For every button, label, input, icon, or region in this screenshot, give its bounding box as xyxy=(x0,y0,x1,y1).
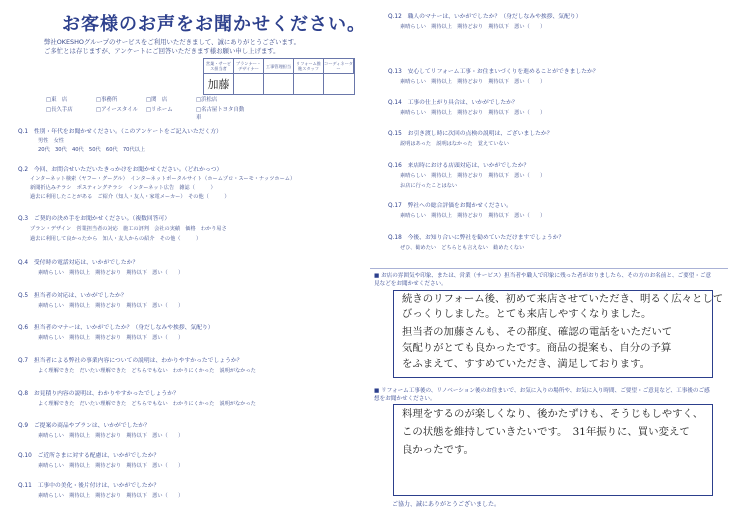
intro-text xyxy=(44,38,364,56)
staff-cell xyxy=(324,73,354,94)
comment2-question: ■ リフォーム工事後の、リノベーション後のお住まいで、お気に入りの場所や、お気に入り時間、ご要望・ご意見など、工事後のご感想をお聞かせください。 xyxy=(374,388,710,402)
question-7: Q.7 担当者による弊社の事業内容についての説明は、わかりやすかったでしょうか？ xyxy=(18,358,243,364)
question-9: Q.9 ご提案の商品やプランは、いかがでしたか？ xyxy=(18,423,150,429)
question-2: Q.2 今回、お問合せいただいたきっかけをお聞かせください。（どれかっつ） xyxy=(18,167,223,173)
answer-line: 素晴らしい 期待以上 期待どおり 期待以下 悪い（ ） xyxy=(38,433,184,439)
section-divider xyxy=(370,268,728,269)
staff-cell xyxy=(294,73,324,94)
answer-line: 新聞折込みチラシ ポスティングチラシ インターネット広告 雑誌（ ） xyxy=(30,185,216,191)
question-10: Q.10 ご近所さまに対する配慮は、いかがでしたか？ xyxy=(18,453,160,459)
store-options xyxy=(46,95,246,121)
question-5: Q.5 担当者の対応は、いかがでしたか？ xyxy=(18,293,127,299)
answer-line: お店に行ったことはない xyxy=(400,183,458,189)
question-13: Q.13 安心してリフォーム工事・お住まいづくりを進めることができましたか？ xyxy=(388,69,599,75)
staff-header: リフォーム推進スタッフ xyxy=(294,59,324,73)
answer-line: よく理解できた だいたい理解できた どちらでもない わかりにくかった 説明がなかった xyxy=(38,401,256,407)
answer-line: よく理解できた だいたい理解できた どちらでもない わかりにくかった 説明がなかった xyxy=(38,368,256,374)
store-option[interactable]: □ 事務所 xyxy=(96,95,146,103)
store-option[interactable]: □ 関 店 xyxy=(146,95,196,103)
question-16: Q.16 来店時における店頭対応は、いかがでしたか？ xyxy=(388,163,530,169)
comment1-line: びっくりしました。とても来店しやすくなりました。 xyxy=(402,308,652,320)
answer-line: 20代 30代 40代 50代 60代 70代以上 xyxy=(38,147,146,153)
question-12: Q.12 職人のマナーは、いかがでしたか？（身だしなみや挨拶、気配り） xyxy=(388,14,582,20)
answer-line: 素晴らしい 期待以上 期待どおり 期待以下 悪い（ ） xyxy=(400,79,546,85)
intro-line: 弊社OKESHOグループのサービスをご利用いただきまして、誠にありがとうございます。 xyxy=(44,38,301,46)
comment1-line: をふまえて、すすめていただき、満足しております。 xyxy=(402,358,651,370)
store-option[interactable]: □ リホーム xyxy=(146,105,196,121)
page-title: お客様のお声をお聞かせください。 xyxy=(62,14,366,35)
store-option[interactable]: □ 名古屋トヨタ自動車 xyxy=(196,105,246,121)
answer-line: 男性 女性 xyxy=(38,138,64,144)
intro-line: ご多忙とは存じますが、アンケートにご回答いただきます様お願い申し上げます。 xyxy=(44,47,280,55)
footer-thanks: ご協力、誠にありがとうございました。 xyxy=(392,501,501,508)
question-1: Q.1 性別・年代をお聞かせください。（このアンケートをご記入いただく方） xyxy=(18,129,222,135)
comment1-question: ■ お店の雰囲気や印象、または、営業（サービス）担当者や職人で印象に残った者がおりましたら、その方のお名前と、ご要望・ご意見などをお聞かせください。 xyxy=(374,273,712,287)
comment1-line: 担当者の加藤さんも、その都度、確認の電話をいただいて xyxy=(402,326,673,338)
comment2-line: この状態を維持していきたいです。 31年振りに、買い変えて xyxy=(402,426,690,438)
answer-line: 素晴らしい 期待以上 期待どおり 期待以下 悪い（ ） xyxy=(38,303,184,309)
store-option[interactable]: □ アイースタイル xyxy=(96,105,146,121)
answer-line: 素晴らしい 期待以上 期待どおり 期待以下 悪い（ ） xyxy=(400,24,546,30)
staff-header: コーディネーター xyxy=(324,61,353,71)
answer-line: 素晴らしい 期待以上 期待どおり 期待以下 悪い（ ） xyxy=(400,173,546,179)
question-3: Q.3 ご契約の決め手をお聞かせください。（複数回答可） xyxy=(18,216,171,222)
comment1-line: 気配りがとても良かったです。商品の提案も、自分の予算 xyxy=(402,342,672,354)
comment1-line: 続きのリフォーム後、初めて来店させていただき、明るく広々として xyxy=(402,293,724,305)
store-option[interactable]: □ 浜松店 xyxy=(196,95,246,103)
answer-line: インターネット検索（ヤフー・グーグル） インターネットポータルサイト（ホームプロ・スーモ・ナッツホーム） xyxy=(30,176,296,182)
answer-line: ぜひ、勧めたい どちらとも言えない 勧めたくない xyxy=(400,245,525,251)
question-15: Q.15 お引き渡し時に次回の点検の説明は、ございましたか？ xyxy=(388,131,553,137)
answer-line: 素晴らしい 期待以上 期待どおり 期待以下 悪い（ ） xyxy=(38,270,184,276)
staff-cell xyxy=(264,73,294,94)
question-4: Q.4 受付時の電話対応は、いかがでしたか？ xyxy=(18,260,139,266)
store-option[interactable]: □ 長久手店 xyxy=(46,105,96,121)
comment2-line: 良かったです。 xyxy=(402,444,474,456)
question-11: Q.11 工事中の美化・後片付けは、いかがでしたか？ xyxy=(18,483,160,489)
staff-header: プランナー・デザイナー xyxy=(234,59,264,73)
answer-line: 過去に利用したことがある ご紹介（知人・友人・家電メーカー） その他（ ） xyxy=(30,194,230,200)
answer-line: プラン・デザイン 営業担当者の対応 施工の評判 会社の実績 価格 わかり易さ xyxy=(30,226,227,232)
answer-line: 説明はあった 説明はなかった 覚えていない xyxy=(400,141,509,147)
question-8: Q.8 お見積り内容の説明は、わかりやすかったでしょうか？ xyxy=(18,391,179,397)
answer-line: 素晴らしい 期待以上 期待どおり 期待以下 悪い（ ） xyxy=(38,335,184,341)
staff-cell xyxy=(234,73,264,94)
comment2-line: 料理をするのが楽しくなり、後かたずけも、そうじもしやすく、 xyxy=(402,408,704,420)
staff-header: 工事管理担当 xyxy=(264,59,294,73)
answer-line: 過去に利用して良かったから 知人・友人からの紹介 その他（ ） xyxy=(30,236,202,242)
answer-line: 素晴らしい 期待以上 期待どおり 期待以下 悪い（ ） xyxy=(400,110,546,116)
staff-table xyxy=(203,58,355,95)
question-14: Q.14 工事の仕上がり具合は、いかがでしたか？ xyxy=(388,100,518,106)
staff-name: 加藤 xyxy=(204,73,234,94)
question-18: Q.18 今後、お知り合いに弊社を勧めていただけますでしょうか？ xyxy=(388,235,565,241)
store-option[interactable]: □ 東 店 xyxy=(46,95,96,103)
answer-line: 素晴らしい 期待以上 期待どおり 期待以下 悪い（ ） xyxy=(400,213,546,219)
question-17: Q.17 弊社への総合評価をお聞かせください。 xyxy=(388,203,512,209)
staff-header: 営業・サービス担当者 xyxy=(204,59,234,73)
answer-line: 素晴らしい 期待以上 期待どおり 期待以下 悪い（ ） xyxy=(38,493,184,499)
question-6: Q.6 担当者のマナーは、いかがでしたか？（身だしなみや挨拶、気配り） xyxy=(18,325,214,331)
answer-line: 素晴らしい 期待以上 期待どおり 期待以下 悪い（ ） xyxy=(38,463,184,469)
